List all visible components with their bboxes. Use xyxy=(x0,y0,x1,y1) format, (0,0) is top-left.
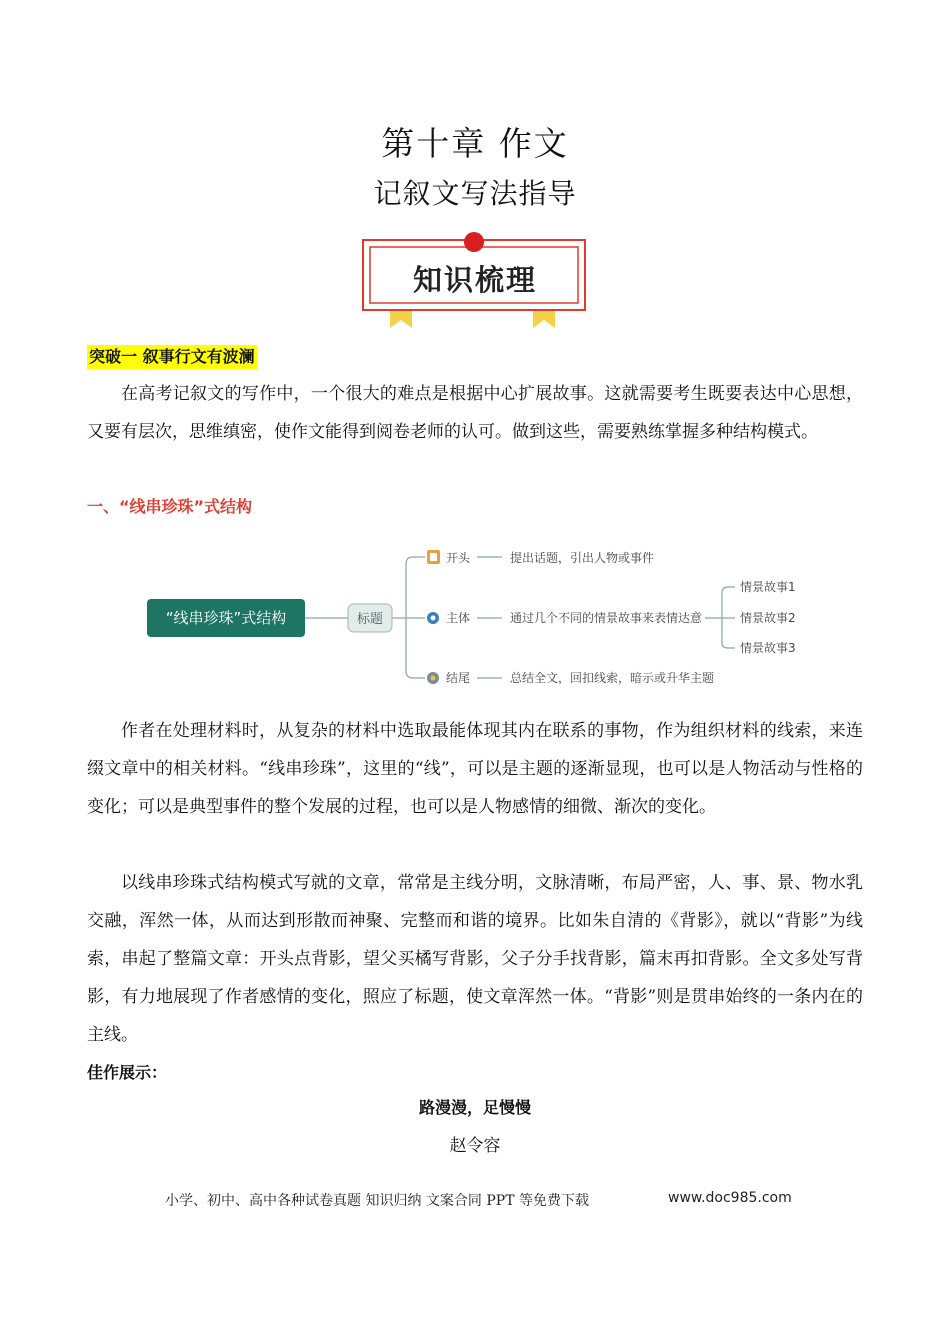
mindmap-story: 情景故事3 xyxy=(740,641,796,655)
footer-link[interactable]: www.doc985.com xyxy=(668,1190,792,1206)
mindmap-branch-label: 结尾 xyxy=(446,671,471,685)
section-heading: 突破一 叙事行文有波澜 xyxy=(87,345,257,369)
mindmap-root: “线串珍珠”式结构 xyxy=(165,609,287,627)
structure-mindmap xyxy=(140,540,820,690)
mindmap-branch-desc: 总结全文，回扣线索，暗示或升华主题 xyxy=(510,671,715,685)
mindmap-node: 标题 xyxy=(356,612,384,627)
subsection-heading: 一、“线串珍珠”式结构 xyxy=(87,497,253,516)
essay-author: 赵令容 xyxy=(449,1136,501,1156)
footer-text: 小学、初中、高中各种试卷真题 知识归纳 文案合同 PPT 等免费下载 xyxy=(165,1193,589,1209)
chapter-title: 第十章 作文 xyxy=(381,124,569,163)
clipboard-icon xyxy=(427,550,440,564)
body-paragraph: 以线串珍珠式结构模式写就的文章，常常是主线分明，文脉清晰，布局严密，人、事、景、物水乳交融，浑然一体，从而达到形散而神聚、完整而和谐的境界。比如朱自清的《背影》，就以“背影”为线索，串起了整篇文章：开头点背影，望父买橘写背影，父子分手找背影，篇末再扣背影。全文多处写背影，有力地展现了作者感情的变化，照应了标题，使文章浑然一体。“背影”则是贯串始终的一条内在的主线。 xyxy=(87,873,863,1045)
intro-paragraph: 在高考记叙文的写作中，一个很大的难点是根据中心扩展故事。这就需要考生既要表达中心思想，又要有层次，思维缜密，使作文能得到阅卷老师的认可。做到这些，需要熟练掌握多种结构模式。 xyxy=(87,384,863,442)
compass-icon xyxy=(427,672,439,684)
essay-title: 路漫漫，足慢慢 xyxy=(418,1098,531,1117)
target-icon xyxy=(427,612,439,624)
chapter-subtitle: 记叙文写法指导 xyxy=(373,177,577,210)
mindmap-branch-label: 主体 xyxy=(446,611,471,625)
mindmap-branch-label: 开头 xyxy=(446,551,471,565)
mindmap-story: 情景故事2 xyxy=(740,611,796,625)
mindmap-branch-desc: 通过几个不同的情景故事来表情达意 xyxy=(510,611,703,625)
badge-label: 知识梳理 xyxy=(412,263,537,297)
knowledge-badge xyxy=(360,228,590,333)
body-paragraph: 作者在处理材料时，从复杂的材料中选取最能体现其内在联系的事物，作为组织材料的线索，来连缀文章中的相关材料。“线串珍珠”，这里的“线”，可以是主题的逐渐显现，也可以是人物活动与性格的变化；可以是典型事件的整个发展的过程，也可以是人物感情的细微、渐次的变化。 xyxy=(87,721,863,817)
mindmap-story: 情景故事1 xyxy=(740,580,796,594)
showcase-label: 佳作展示： xyxy=(87,1063,168,1082)
mindmap-branch-desc: 提出话题，引出人物或事件 xyxy=(510,551,655,565)
